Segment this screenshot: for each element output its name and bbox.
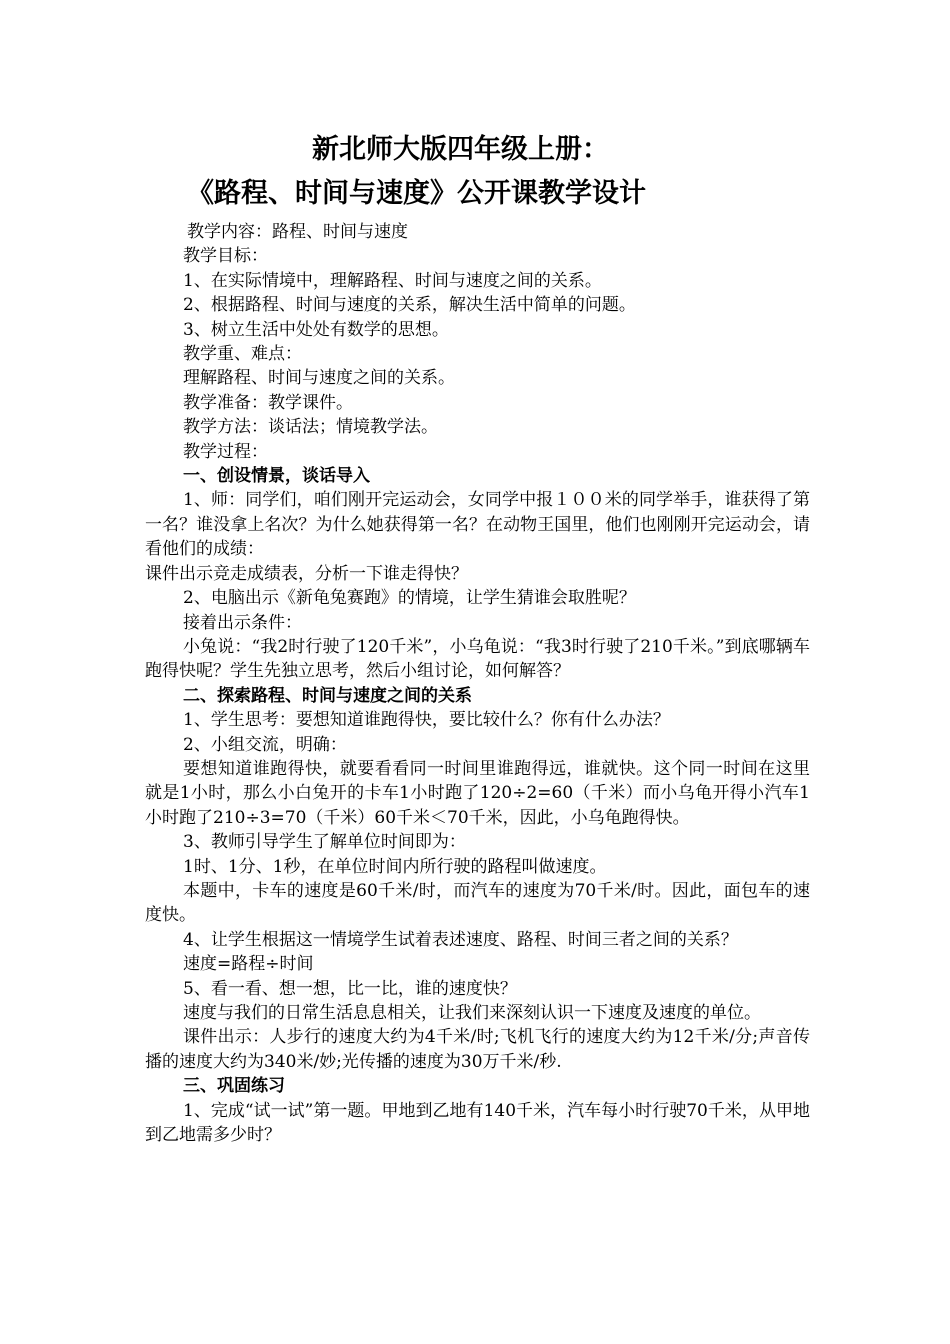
paragraph: 1、在实际情境中，理解路程、时间与速度之间的关系。 (183, 270, 602, 291)
paragraph: 速度与我们的日常生活息息相关，让我们来深刻认识一下速度及速度的单位。 (183, 1003, 761, 1023)
paragraph: 3、教师引导学生了解单位时间即为： (183, 832, 466, 853)
paragraph: 课件出示：人步行的速度大约为4千米/时;飞机飞行的速度大约为12千米/分;声音传播的速度大约为340米/妙;光传播的速度为30万千米/秒. (145, 1027, 810, 1072)
paragraph: 理解路程、时间与速度之间的关系。 (183, 368, 455, 389)
document-page (145, 128, 810, 1147)
document-body (145, 220, 810, 1147)
paragraph: 接着出示条件： (183, 612, 302, 633)
section-heading: 三、巩固练习 (183, 1076, 285, 1097)
paragraph: 小兔说：“我2时行驶了120千米”，小乌龟说：“我3时行驶了210千米。”到底哪辆车跑得快呢？学生先独立思考，然后小组讨论，如何解答？ (145, 636, 810, 682)
paragraph: 5、看一看、想一想，比一比，谁的速度快？ (183, 978, 517, 999)
paragraph: 要想知道谁跑得快，就要看看同一时间里谁跑得远，谁就快。这个同一时间在这里就是1小时，那么小白兔开的卡车1小时跑了120÷2=60（千米）而小乌龟开得小汽车1小时跑了210÷3=70（千米）60千米＜70千米，因此，小乌龟跑得快。 (145, 758, 810, 828)
paragraph: 1、学生思考：要想知道谁跑得快，要比较什么？你有什么办法？ (183, 710, 670, 731)
paragraph: 教学目标： (183, 246, 268, 267)
paragraph: 课件出示竞走成绩表，分析一下谁走得快？ (145, 563, 468, 584)
paragraph: 速度=路程÷时间 (183, 954, 314, 975)
paragraph: 2、电脑出示《新龟兔赛跑》的情境，让学生猜谁会取胜呢？ (183, 588, 636, 609)
section-heading: 一、创设情景，谈话导入 (183, 466, 370, 487)
paragraph: 1、师：同学们，咱们刚开完运动会，女同学中报１００米的同学举手，谁获得了第一名？谁没拿上名次？为什么她获得第一名？在动物王国里，他们也刚刚开完运动会，请看他们的成绩： (145, 490, 810, 560)
paragraph: 4、让学生根据这一情境学生试着表述速度、路程、时间三者之间的关系？ (183, 929, 738, 950)
paragraph: 教学准备：教学课件。 (183, 392, 353, 413)
paragraph: 教学内容：路程、时间与速度 (187, 222, 408, 242)
paragraph: 教学重、难点： (183, 344, 302, 365)
paragraph: 2、小组交流，明确： (183, 734, 347, 755)
paragraph: 3、树立生活中处处有数学的思想。 (183, 319, 449, 340)
document-title-line2: 《路程、时间与速度》公开课教学设计 (187, 178, 646, 209)
paragraph: 教学方法：谈话法；情境教学法。 (183, 417, 438, 438)
document-title-line1: 新北师大版四年级上册： (312, 134, 609, 165)
section-heading: 二、探索路程、时间与速度之间的关系 (183, 685, 472, 706)
paragraph: 2、根据路程、时间与速度的关系，解决生活中简单的问题。 (183, 295, 636, 316)
paragraph: 1时、1分、1秒，在单位时间内所行驶的路程叫做速度。 (183, 856, 607, 877)
paragraph: 1、完成“试一试”第一题。甲地到乙地有140千米，汽车每小时行驶70千米，从甲地到乙地需多少时？ (145, 1100, 810, 1146)
paragraph: 教学过程： (183, 441, 268, 462)
paragraph: 本题中，卡车的速度是60千米/时，而汽车的速度为70千米/时。因此，面包车的速度快。 (145, 880, 810, 926)
